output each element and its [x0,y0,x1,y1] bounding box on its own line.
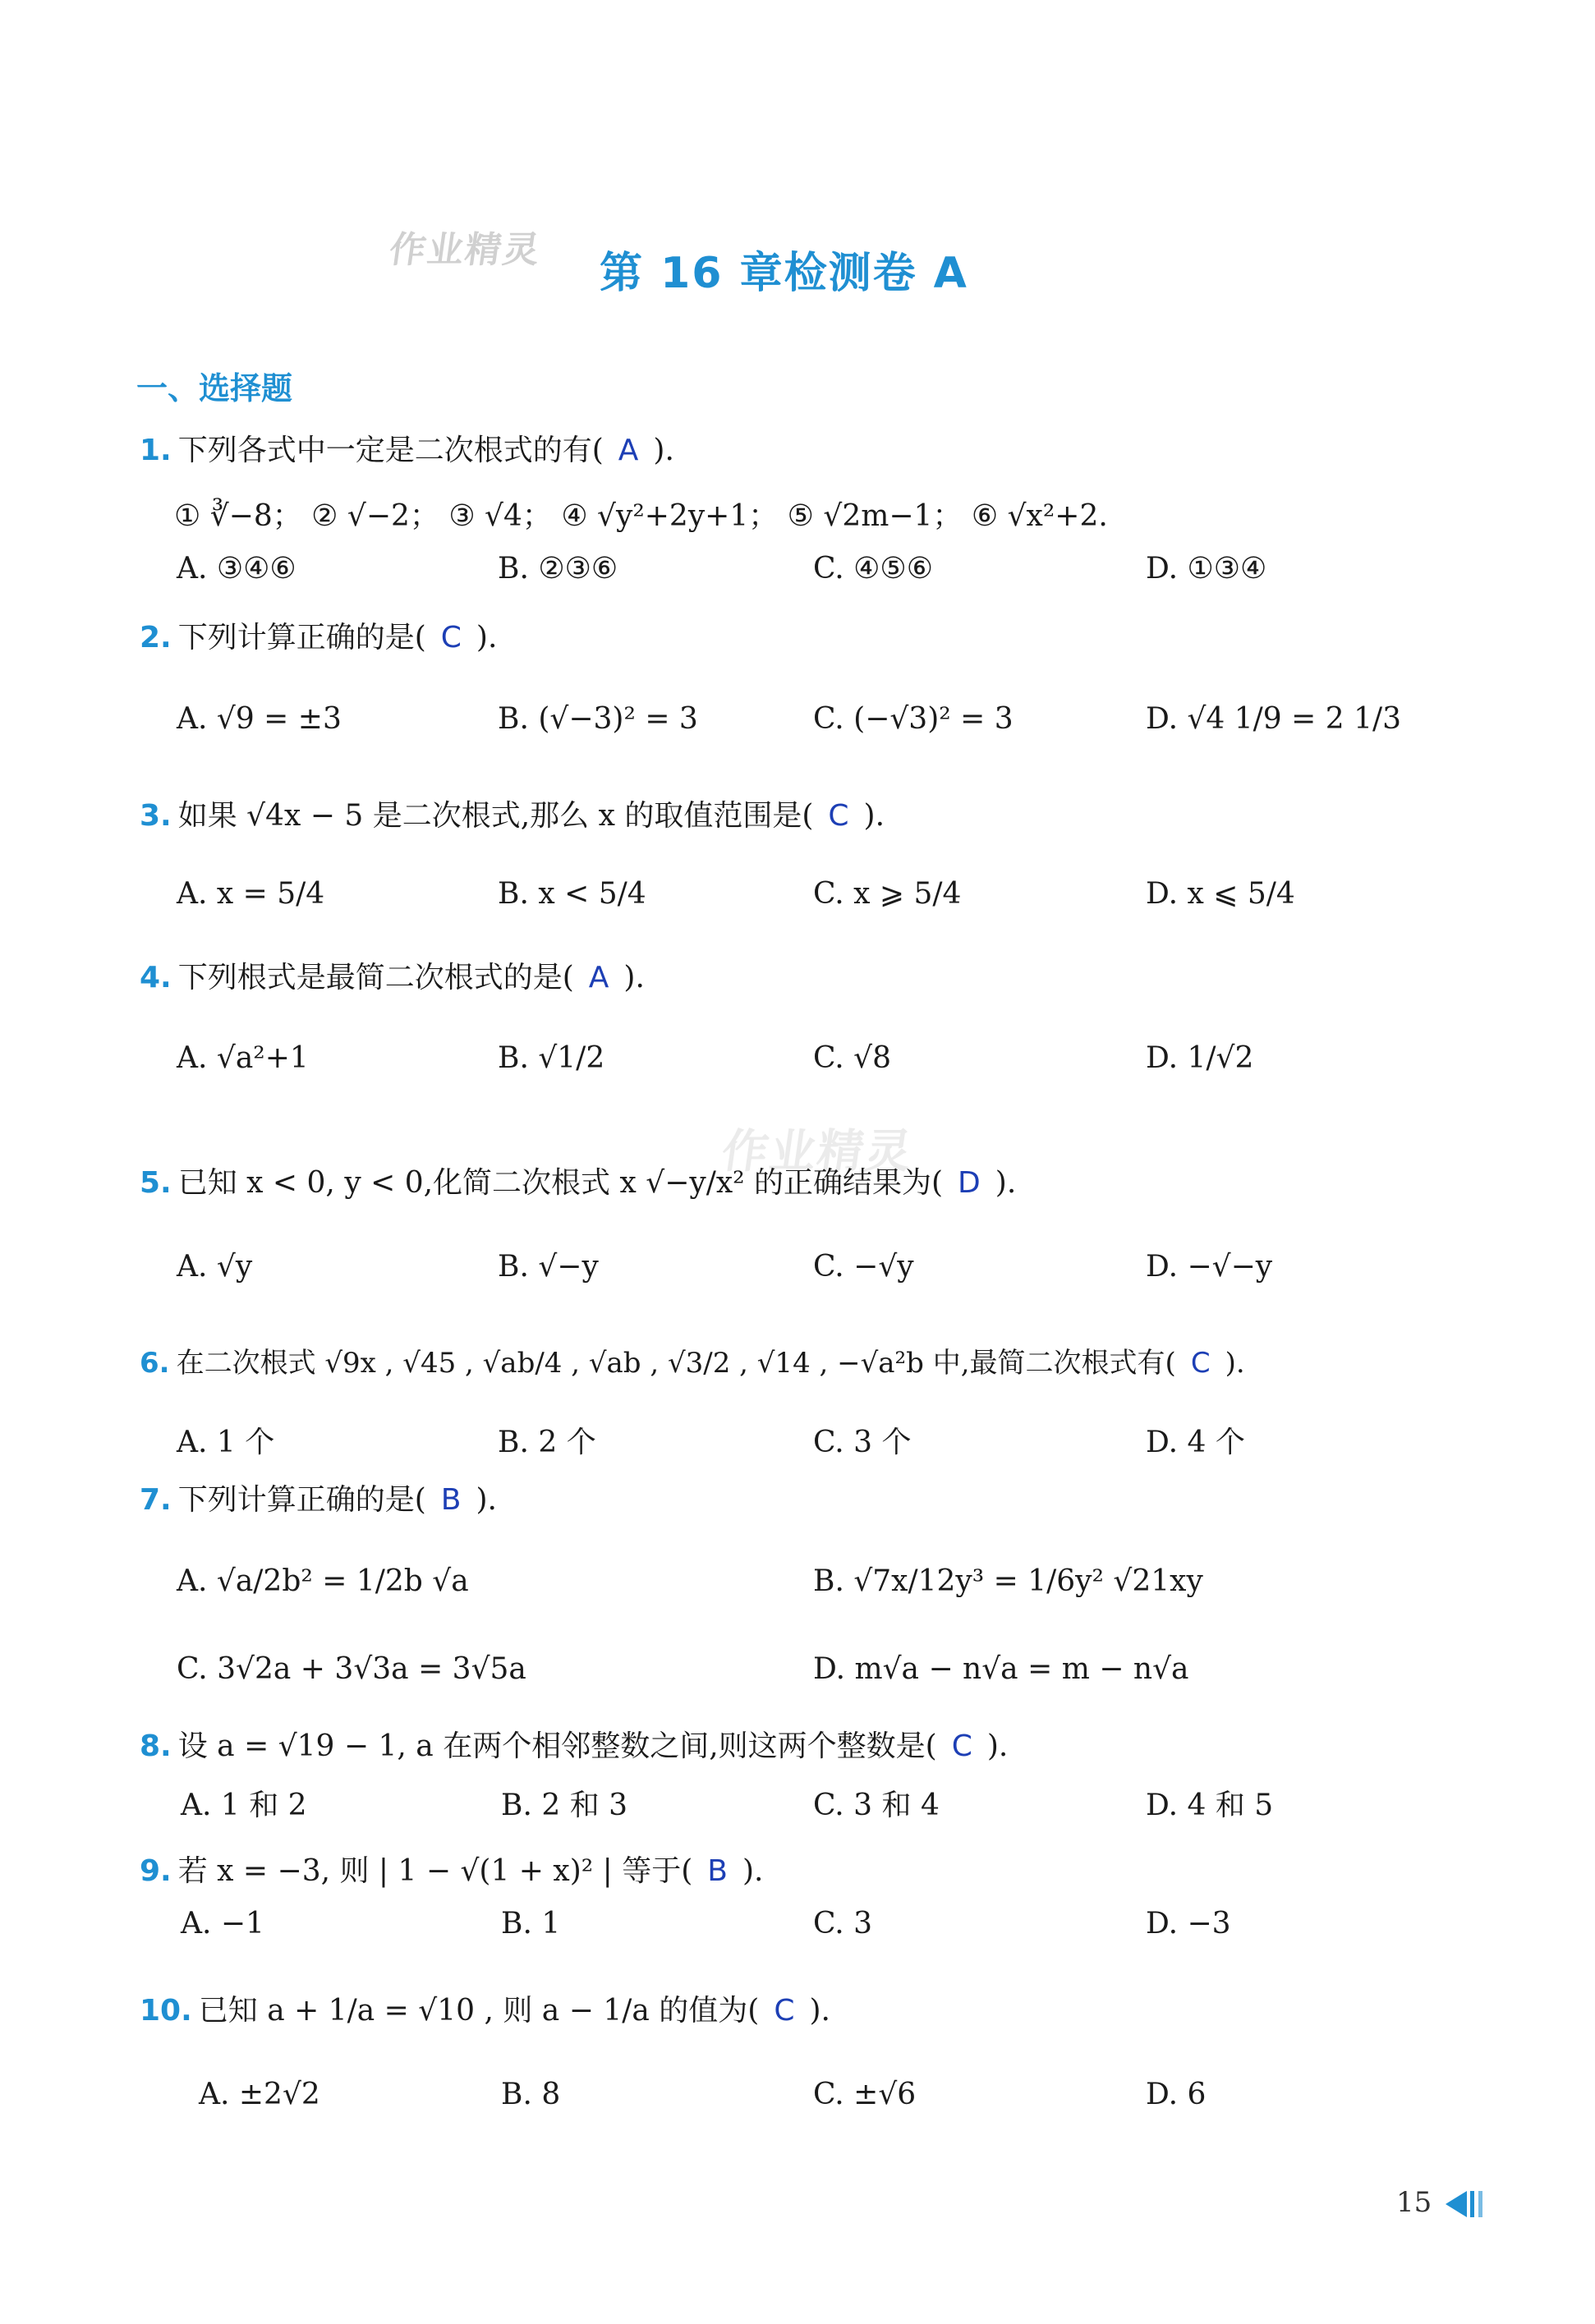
answer-mark: C [828,799,849,833]
question-2 [140,614,497,656]
question-number: 1. [140,434,172,467]
answer-mark: B [440,1483,462,1517]
option-a: A. ±2√2 [199,2078,320,2111]
answer-mark: C [1190,1347,1211,1380]
question-4 [140,954,645,996]
option-d: D. ①③④ [1146,552,1267,586]
option-d: D. −3 [1146,1907,1231,1940]
option-a: A. 1 和 2 [181,1789,307,1822]
answer-mark: C [440,621,462,654]
option-c: C. 3√2a + 3√3a = 3√5a [177,1652,526,1686]
page-title: 第 16 章检测卷 A [600,249,968,298]
option-b: B. (√−3)² = 3 [498,702,698,736]
page-number: 15 [1396,2186,1432,2219]
option-d: D. 4 和 5 [1146,1789,1274,1822]
option-d: D. 6 [1146,2078,1207,2111]
option-d: D. √4 1/9 = 2 1/3 [1146,702,1402,736]
option-d: D. m√a − n√a = m − n√a [813,1652,1189,1686]
question-6 [140,1340,1245,1380]
question-text: 下列各式中一定是二次根式的有( [177,434,604,467]
option-a: A. √y [177,1250,253,1284]
question-close: ). [995,1166,1017,1200]
option-a: A. √9 = ±3 [177,702,342,736]
question-text: 如果 √4x − 5 是二次根式,那么 x 的取值范围是( [177,799,814,833]
question-number: 9. [140,1854,172,1888]
question-close: ). [986,1729,1009,1763]
option-a: A. 1 个 [177,1426,275,1459]
answer-mark: B [707,1854,728,1888]
option-c: C. 3 个 [813,1426,912,1459]
option-b: B. √7x/12y³ = 1/6y² √21xy [813,1564,1203,1598]
question-text: 下列计算正确的是( [177,621,426,654]
option-a: A. −1 [181,1907,264,1940]
question-close: ). [863,799,885,833]
question-9 [140,1848,763,1890]
question-text: 下列根式是最简二次根式的是( [177,961,574,994]
option-d: D. −√−y [1146,1250,1273,1284]
question-close: ). [742,1854,764,1888]
option-c: C. (−√3)² = 3 [813,702,1014,736]
answer-mark: C [774,1994,795,2028]
answer-mark: D [958,1166,981,1200]
option-b: B. 2 和 3 [501,1789,628,1822]
watermark-logo-center: 作业精灵 [718,1125,917,1178]
question-7 [140,1477,497,1518]
option-d: D. 4 个 [1146,1426,1245,1459]
question-text: 已知 x < 0, y < 0,化简二次根式 x √−y/x² 的正确结果为( [177,1166,944,1200]
option-c: C. x ⩾ 5/4 [813,877,962,911]
option-a: A. ③④⑥ [177,552,296,586]
answer-mark: C [951,1729,972,1763]
option-c: C. 3 [813,1907,873,1940]
question-number: 6. [140,1347,170,1380]
option-c: C. 3 和 4 [813,1789,940,1822]
question-text: 若 x = −3, 则 | 1 − √(1 + x)² | 等于( [177,1854,693,1888]
question-10 [140,1987,830,2029]
question-close: ). [809,1994,830,2028]
option-b: B. ②③⑥ [498,552,618,586]
option-a: A. √a/2b² = 1/2b √a [177,1564,469,1598]
question-number: 7. [140,1483,172,1517]
option-a: A. √a²+1 [177,1041,309,1075]
option-b: B. √1/2 [498,1041,605,1075]
question-1 [140,427,674,469]
question-close: ). [476,1483,497,1517]
question-1-items: ① ∛−8； ② √−2； ③ √4； ④ √y²+2y+1； ⑤ √2m−1； ⑥ √x²+2. [174,499,1108,533]
question-close: ). [1225,1347,1245,1380]
option-b: B. x < 5/4 [498,877,646,911]
question-close: ). [476,621,498,654]
question-number: 8. [140,1729,172,1763]
option-d: D. x ⩽ 5/4 [1146,877,1295,911]
option-b: B. 1 [501,1907,561,1940]
option-b: B. √−y [498,1250,599,1284]
question-text: 下列计算正确的是( [177,1483,426,1517]
option-c: C. √8 [813,1041,891,1075]
question-text: 在二次根式 √9x , √45 , √ab/4 , √ab , √3/2 , √14 , −√a²b 中,最简二次根式有( [176,1347,1176,1380]
option-c: C. ④⑤⑥ [813,552,933,586]
question-text: 已知 a + 1/a = √10 , 则 a − 1/a 的值为( [198,1994,760,2028]
question-number: 10. [140,1994,192,2028]
answer-mark: A [618,434,639,467]
option-a: A. x = 5/4 [177,877,325,911]
question-5 [140,1160,1016,1201]
question-number: 5. [140,1166,172,1200]
question-text: 设 a = √19 − 1, a 在两个相邻整数之间,则这两个整数是( [177,1729,937,1763]
option-c: C. −√y [813,1250,914,1284]
question-close: ). [623,961,645,994]
section-heading: 一、选择题 [136,370,293,406]
page-bar-icon [1478,2191,1482,2217]
question-number: 2. [140,621,172,654]
option-c: C. ±√6 [813,2078,917,2111]
answer-mark: A [588,961,609,994]
option-b: B. 8 [501,2078,561,2111]
watermark-logo: 作业精灵 [386,229,544,271]
option-b: B. 2 个 [498,1426,596,1459]
page-bar-icon [1470,2191,1474,2217]
page-arrow-icon [1446,2191,1467,2217]
question-number: 4. [140,961,172,994]
question-8 [140,1723,1008,1765]
question-3 [140,792,885,834]
question-number: 3. [140,799,172,833]
question-close: ). [653,434,674,467]
option-d: D. 1/√2 [1146,1041,1254,1075]
